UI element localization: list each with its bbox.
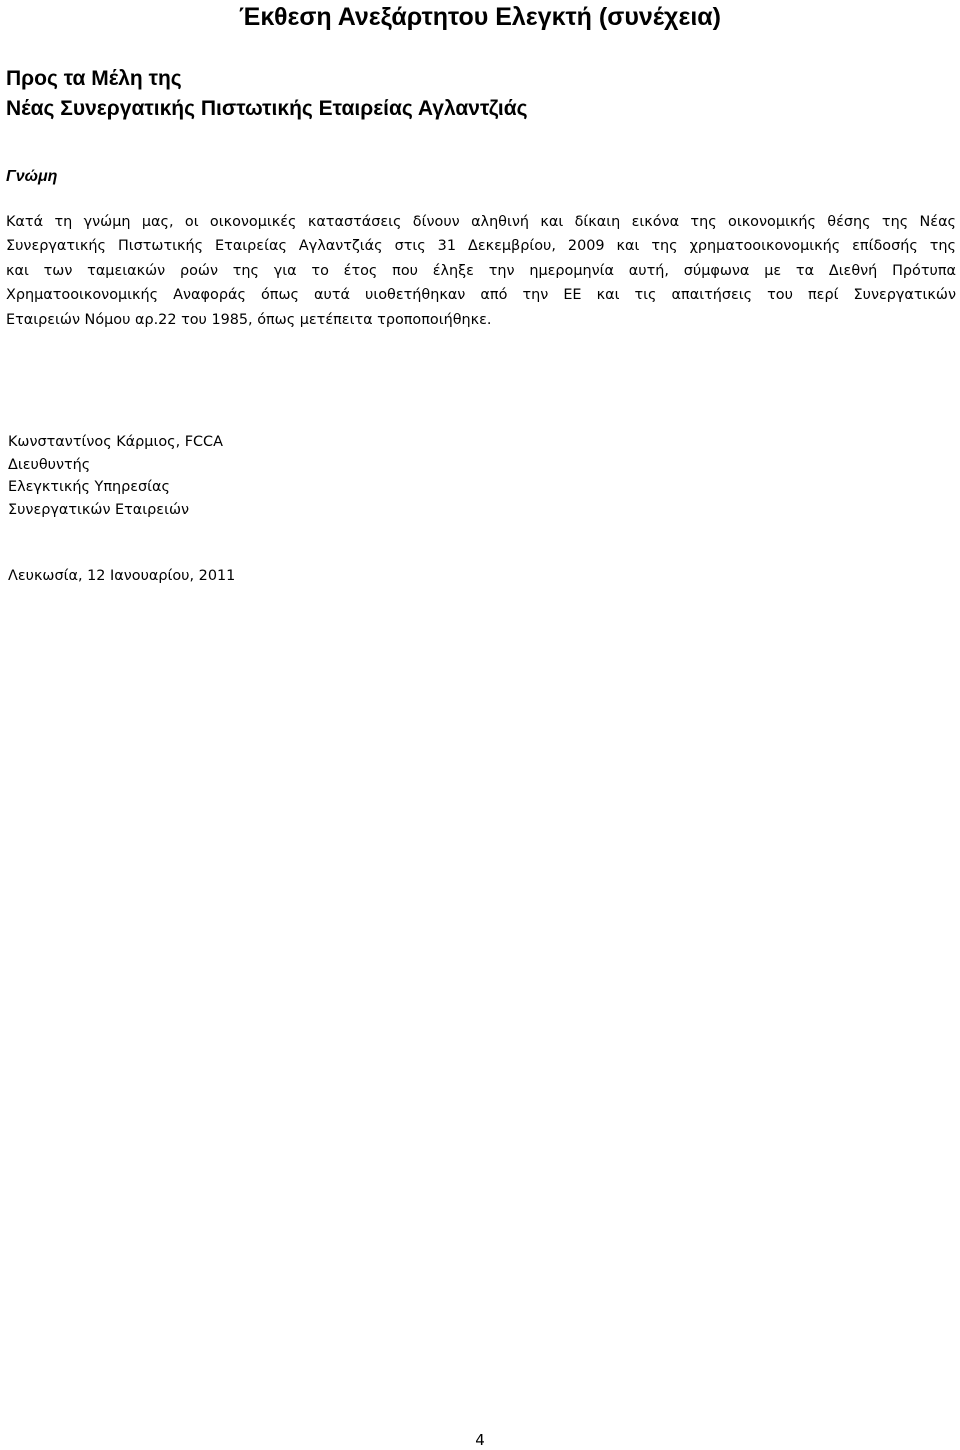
place-and-date: Λευκωσία, 12 Ιανουαρίου, 2011: [8, 568, 236, 584]
opinion-paragraph: [6, 210, 956, 332]
signatory-organization: Συνεργατικών Εταιρειών: [8, 501, 190, 518]
document-title: Έκθεση Ανεξάρτητου Ελεγκτή (συνέχεια): [239, 3, 721, 31]
signatory-name: Κωνσταντίνος Κάρμιος, FCCA: [8, 434, 223, 450]
opinion-line: και των ταμειακών ροών της για το έτος που έληξε την ημερομηνία αυτή, σύμφωνα με τα Διεθνή Πρότυπα: [6, 262, 956, 279]
opinion-line: Εταιρειών Νόμου αρ.22 του 1985, όπως μετέπειτα τροποποιήθηκε.: [6, 311, 492, 328]
signatory-block: [8, 431, 223, 521]
opinion-line: Κατά τη γνώμη μας, οι οικονομικές καταστάσεις δίνουν αληθινή και δίκαιη εικόνα της οικονομικής θέσης της Νέας: [6, 214, 956, 230]
opinion-line: Συνεργατικής Πιστωτικής Εταιρείας Αγλαντζιάς στις 31 Δεκεμβρίου, 2009 και της χρηματοοικονομικής επίδοσής της: [6, 238, 956, 255]
addressee-line-company: Νέας Συνεργατικής Πιστωτικής Εταιρείας Αγλαντζιάς: [6, 97, 528, 120]
opinion-line: Χρηματοοικονομικής Αναφοράς όπως αυτά υιοθετήθηκαν από την ΕΕ και τις απαιτήσεις του περί Συνεργατικών: [6, 287, 956, 304]
page-number: 4: [475, 1431, 485, 1449]
addressee-line-members: Προς τα Μέλη της: [6, 67, 182, 90]
signatory-department: Ελεγκτικής Υπηρεσίας: [8, 479, 170, 495]
opinion-heading: Γνώμη: [6, 168, 58, 185]
addressee-block: [6, 64, 528, 124]
signatory-role: Διευθυντής: [8, 456, 91, 473]
